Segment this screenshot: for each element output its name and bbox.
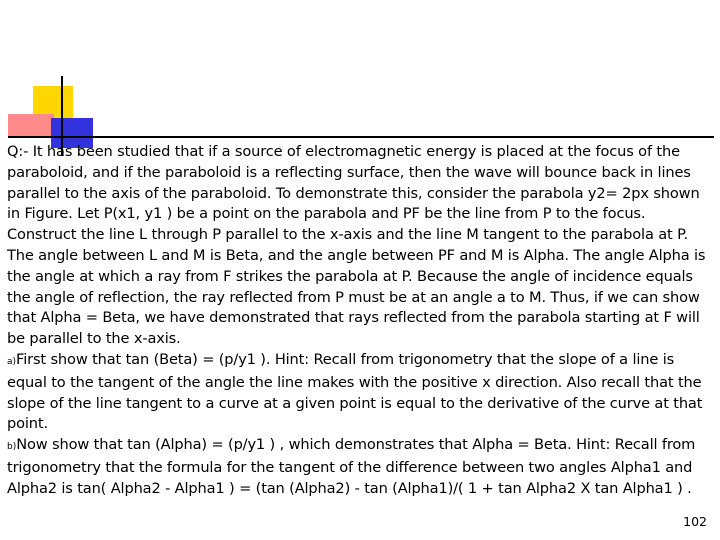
part-a-label: a) [7,356,17,367]
part-b [7,435,713,499]
question-paragraph: Q:- It has been studied that if a source of electromagnetic energy is placed at the focus of the paraboloid, and if the paraboloid is a reflecting surface, then the wave will bounce back in lines parallel to the axis of the paraboloid. To demonstrate this, consider the parabola y2= 2px shown in Figure. Let P(x1, y1 ) be a point on the parabola and PF be the line from P to the focus. Construct the line L through P parallel to the x-axis and the line M tangent to the parabola at P. The angle between L and M is Beta, and the angle between PF and M is Alpha. The angle Alpha is the angle at which a ray from F strikes the parabola at P. Because the angle of incidence equals the angle of reflection, the ray reflected from P must be at an angle a to M. Thus, if we can show that Alpha = Beta, we have demonstrated that rays reflected from the parabola starting at F will be parallel to the x-axis. [7,143,706,348]
part-a [7,350,713,435]
part-a-text: First show that tan (Beta) = (p/y1 ). Hint: Recall from trigonometry that the slope of a line is equal to the tangent of the angle the line makes with the positive x direction. Also recall that the slope of the line tangent to a curve at a given point is equal to the derivative of the curve at that point. [7,350,703,433]
slide-body [7,142,713,500]
page-number: 102 [683,514,707,529]
decor-red-square [8,114,54,136]
decor-horizontal-rule [8,136,714,138]
part-b-label: b) [7,442,17,453]
part-b-text: Now show that tan (Alpha) = (p/y1 ) , which demonstrates that Alpha = Beta. Hint: Recall from trigonometry that the formula for the tangent of the difference between two angles Alpha1 and Alpha2 is tan( Alpha2 - Alpha1 ) = (tan (Alpha2) - tan (Alpha1)/( 1 + tan Alpha2 X tan Alpha1 ) . [7,436,696,497]
